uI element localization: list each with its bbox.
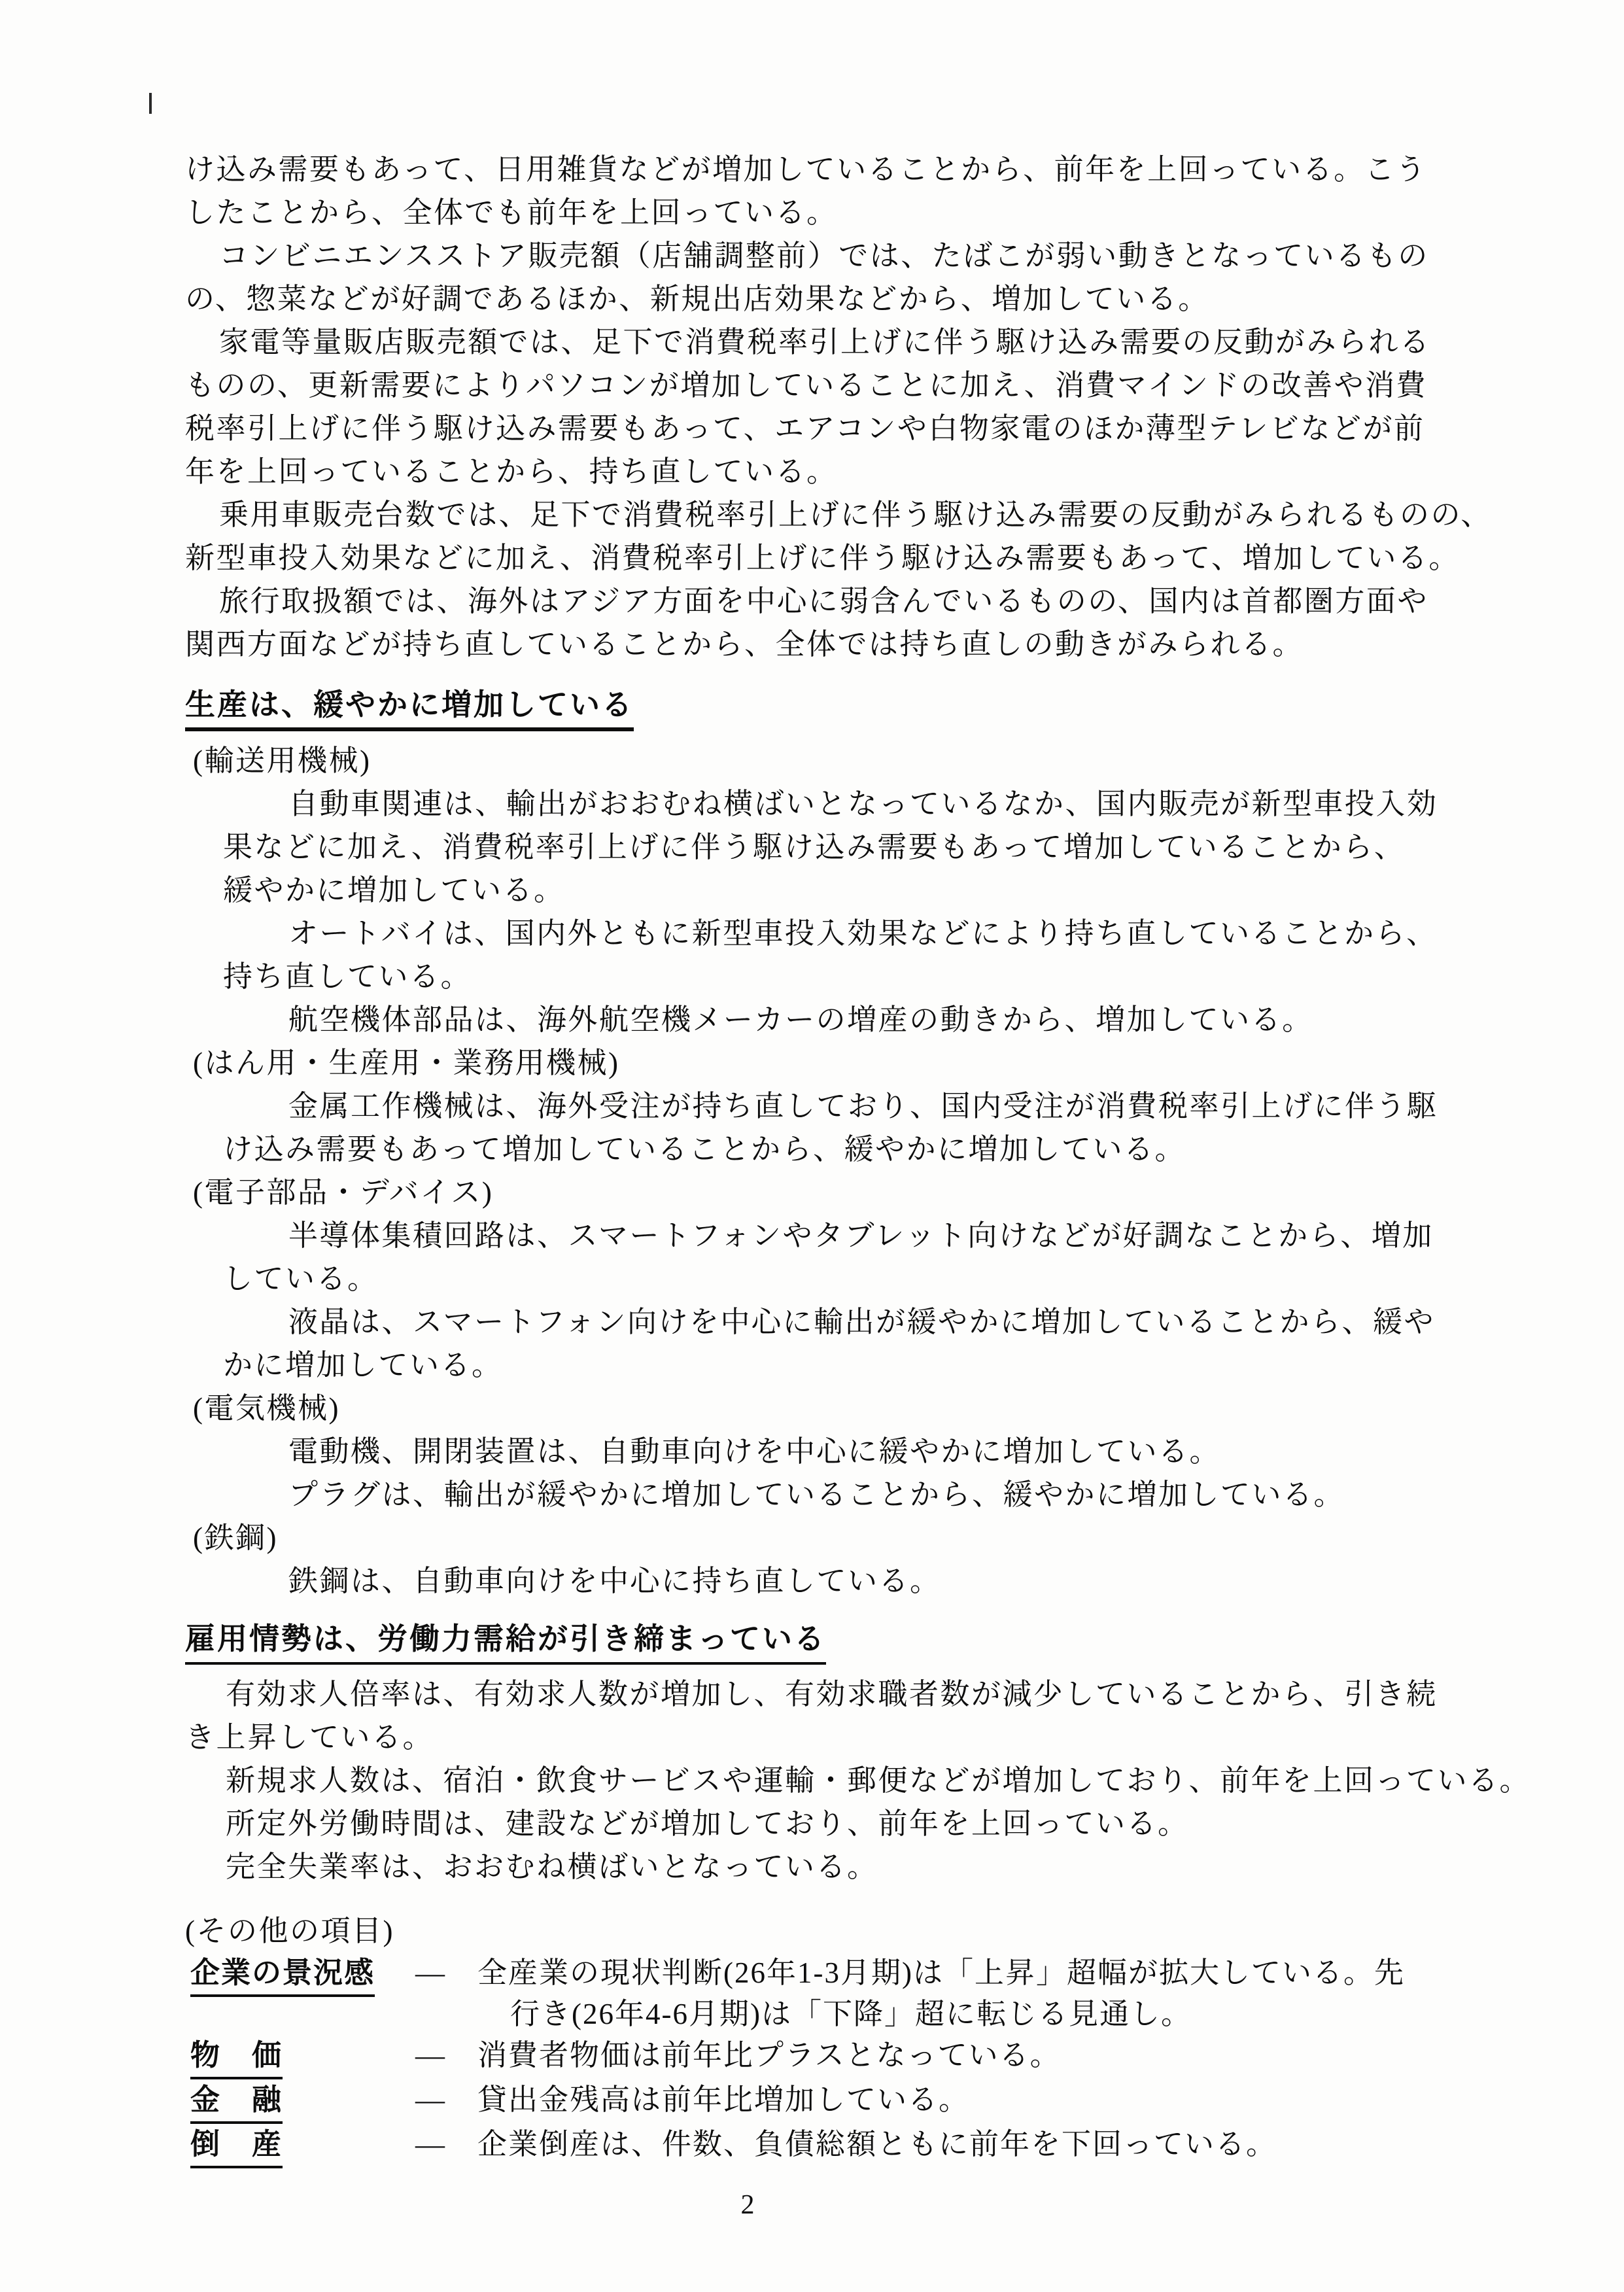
dash-separator: ― xyxy=(415,2128,445,2161)
other-item-label: 金 融 xyxy=(190,2079,283,2124)
text-line: 家電等量販店販売額では、足下で消費税率引上げに伴う駆け込み需要の反動がみられる xyxy=(219,326,1431,358)
text-line: 新型車投入効果などに加え、消費税率引上げに伴う駆け込み需要もあって、増加している。 xyxy=(185,542,1460,574)
production-section xyxy=(185,686,1483,1603)
other-item-row xyxy=(185,2079,1483,2124)
other-item-text-line: 企業倒産は、件数、負債総額ともに前年を下回っている。 xyxy=(477,2128,1277,2161)
other-item-label: 企業の景況感 xyxy=(190,1953,375,1997)
other-item-text-col xyxy=(477,1953,1483,2035)
other-items-section-label: (その他の項目) xyxy=(185,1915,394,1947)
other-item-row xyxy=(185,2124,1483,2168)
other-item-text-col xyxy=(477,2079,1483,2121)
text-line: 持ち直している。 xyxy=(223,960,472,993)
page-content xyxy=(185,148,1531,2223)
scan-artifact-speck xyxy=(149,93,152,114)
production-paragraphs xyxy=(185,739,1483,1603)
dash-separator: ― xyxy=(415,2083,445,2116)
text-line: かに増加している。 xyxy=(223,1349,503,1381)
text-line: (鉄鋼) xyxy=(193,1521,278,1554)
other-item-label-col xyxy=(185,2124,415,2168)
text-line: 税率引上げに伴う駆け込み需要もあって、エアコンや白物家電のほか薄型テレビなどが前 xyxy=(185,412,1425,445)
text-line: している。 xyxy=(223,1262,379,1295)
text-line: プラグは、輸出が緩やかに増加していることから、緩やかに増加している。 xyxy=(288,1478,1345,1511)
employment-section-heading: 雇用情勢は、労働力需給が引き締まっている xyxy=(185,1620,826,1665)
text-line: 旅行取扱額では、海外はアジア方面を中心に弱含んでいるものの、国内は首都圏方面や xyxy=(219,585,1428,617)
text-line: 液晶は、スマートフォン向けを中心に輸出が緩やかに増加していることから、緩や xyxy=(288,1306,1436,1338)
production-section-heading: 生産は、緩やかに増加している xyxy=(185,686,634,731)
text-line: 金属工作機械は、海外受注が持ち直しており、国内受注が消費税率引上げに伴う駆 xyxy=(288,1090,1438,1122)
other-item-text-line: 貸出金残高は前年比増加している。 xyxy=(477,2083,970,2116)
text-line: け込み需要もあって、日用雑貨などが増加していることから、前年を上回っている。こう xyxy=(185,153,1427,186)
text-line: け込み需要もあって増加していることから、緩やかに増加している。 xyxy=(223,1133,1186,1166)
text-line: 関西方面などが持ち直していることから、全体では持ち直しの動きがみられる。 xyxy=(185,628,1304,661)
text-line: 半導体集積回路は、スマートフォンやタブレット向けなどが好調なことから、増加 xyxy=(288,1219,1434,1252)
text-line: (電子部品・デバイス) xyxy=(193,1176,494,1209)
employment-paragraphs xyxy=(185,1673,1531,1888)
employment-section xyxy=(185,1620,1531,1888)
other-item-label-col xyxy=(185,1953,415,1997)
text-line: (輸送用機械) xyxy=(193,744,371,777)
other-item-text-line: 行き(26年4-6月期)は「下降」超に転じる見通し。 xyxy=(510,1998,1192,2030)
text-line: の、惣菜などが好調であるほか、新規出店効果などから、増加している。 xyxy=(185,283,1209,315)
other-items-section xyxy=(185,1909,1483,2168)
text-line: き上昇している。 xyxy=(185,1721,434,1754)
text-line: 果などに加え、消費税率引上げに伴う駆け込み需要もあって増加していることから、 xyxy=(223,831,1406,863)
production-heading-row xyxy=(185,686,1483,731)
text-line: 航空機体部品は、海外航空機メーカーの増産の動きから、増加している。 xyxy=(288,1003,1313,1036)
intro-paragraphs xyxy=(185,148,1492,666)
dash-separator: ― xyxy=(415,2039,445,2072)
text-line: コンビニエンスストア販売額（店舗調整前）では、たばこが弱い動きとなっているもの xyxy=(219,239,1429,272)
other-item-text-line: 消費者物価は前年比プラスとなっている。 xyxy=(477,2039,1061,2072)
text-line: (電気機械) xyxy=(193,1392,340,1425)
other-items-list xyxy=(185,1953,1483,2168)
text-line: 有効求人倍率は、有効求人数が増加し、有効求職者数が減少していることから、引き続 xyxy=(226,1678,1438,1710)
employment-heading-row xyxy=(185,1620,1483,1665)
text-line: したことから、全体でも前年を上回っている。 xyxy=(185,196,838,229)
text-line: ものの、更新需要によりパソコンが増加していることに加え、消費マインドの改善や消費 xyxy=(185,369,1428,402)
text-line: 電動機、開閉装置は、自動車向けを中心に緩やかに増加している。 xyxy=(288,1435,1221,1468)
text-line: 完全失業率は、おおむね横ばいとなっている。 xyxy=(226,1850,878,1883)
other-item-row xyxy=(185,1953,1483,2035)
page-number: 2 xyxy=(740,2190,755,2220)
text-line: 年を上回っていることから、持ち直している。 xyxy=(185,455,838,488)
text-line: 新規求人数は、宿泊・飲食サービスや運輸・郵便などが増加しており、前年を上回っている。 xyxy=(226,1764,1531,1797)
other-item-text-col xyxy=(477,2035,1483,2076)
text-line: 所定外労働時間は、建設などが増加しており、前年を上回っている。 xyxy=(226,1807,1189,1840)
text-line: 鉄鋼は、自動車向けを中心に持ち直している。 xyxy=(288,1565,941,1597)
text-line: 乗用車販売台数では、足下で消費税率引上げに伴う駆け込み需要の反動がみられるものの、 xyxy=(219,498,1492,531)
other-item-label-col xyxy=(185,2079,415,2124)
other-item-label: 物 価 xyxy=(190,2035,283,2079)
other-item-text-col xyxy=(477,2124,1483,2165)
text-line: 自動車関連は、輸出がおおむね横ばいとなっているなか、国内販売が新型車投入効 xyxy=(288,788,1438,820)
text-line: オートバイは、国内外ともに新型車投入効果などにより持ち直していることから、 xyxy=(288,917,1438,950)
other-item-label-col xyxy=(185,2035,415,2079)
dash-separator: ― xyxy=(415,1956,445,1989)
other-item-row xyxy=(185,2035,1483,2079)
other-item-label: 倒 産 xyxy=(190,2124,283,2168)
other-item-text-line: 全産業の現状判断(26年1-3月期)は「上昇」超幅が拡大している。先 xyxy=(477,1956,1405,1989)
text-line: (はん用・生産用・業務用機械) xyxy=(193,1047,620,1079)
text-line: 緩やかに増加している。 xyxy=(223,874,565,907)
retail-intro-section xyxy=(185,148,1492,666)
